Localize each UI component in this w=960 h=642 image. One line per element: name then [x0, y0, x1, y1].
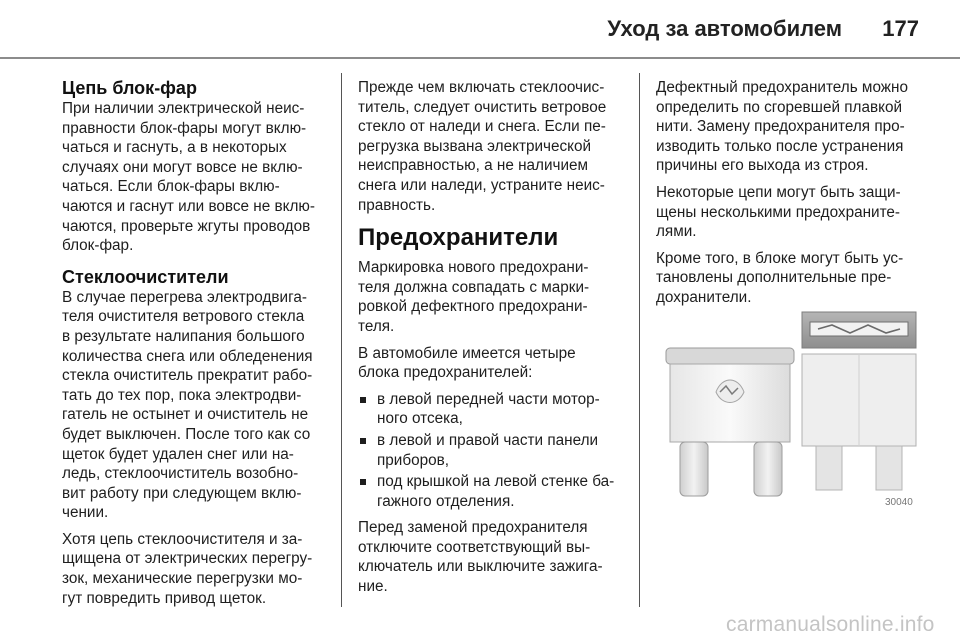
- text-line: стекла очиститель прекратит рабо-: [62, 367, 313, 385]
- bullet-icon: [360, 479, 366, 485]
- text-line: Прежде чем включать стеклоочис-: [358, 79, 605, 96]
- paragraph-additional-fuses: [656, 249, 926, 308]
- page-number: 177: [882, 16, 919, 41]
- text-line: зок, механические перегрузки мо-: [62, 570, 303, 588]
- text-line: регрузка вызвана электрической: [358, 137, 592, 155]
- figure-code: 30040: [885, 497, 913, 508]
- text-line: чаться и гаснуть, а в некоторых: [62, 139, 287, 157]
- text-line: блока предохранителей:: [358, 364, 533, 382]
- fuse-block-list: [358, 390, 630, 512]
- text-line: определить по сгоревшей плавкой: [656, 98, 903, 116]
- paragraph-wipers-protection: [62, 530, 330, 608]
- section-heading-headlamp-circuit: Цепь блок-фар: [62, 78, 197, 98]
- list-item: [358, 390, 630, 429]
- text-line: приборов,: [377, 451, 449, 469]
- section-heading-fuses: Предохранители: [358, 224, 559, 252]
- header-rule: [0, 57, 960, 59]
- text-line: щищена от электрических перегру-: [62, 550, 313, 568]
- text-line: правность.: [358, 196, 436, 214]
- fuse-illustration: [656, 308, 920, 510]
- text-line: дохранители.: [656, 288, 752, 306]
- text-line: гажного отделения.: [377, 492, 515, 510]
- text-line: количества снега или обледенения: [62, 347, 313, 365]
- text-line: тановлены дополнительные пре-: [656, 269, 892, 287]
- text-line: Маркировка нового предохрани-: [358, 259, 589, 277]
- text-line: неисправностью, а не наличием: [358, 157, 589, 175]
- text-line: При наличии электрической неис-: [62, 100, 305, 117]
- paragraph-fuse-marking: [358, 258, 630, 336]
- text-line: теля.: [358, 317, 395, 335]
- paragraph-defective-fuse: [656, 78, 926, 176]
- text-line: титель, следует очистить ветровое: [358, 98, 607, 116]
- text-line: ровкой дефектного предохрани-: [358, 298, 588, 316]
- column-divider-1: [341, 73, 342, 607]
- section-heading-wipers: Стеклоочистители: [62, 266, 229, 287]
- paragraph-multiple-fuses: [656, 183, 926, 242]
- text-line: гут повредить привод щеток.: [62, 589, 267, 607]
- watermark: carmanualsonline.info: [726, 613, 935, 636]
- paragraph-wipers-clear: [358, 78, 630, 215]
- text-line: снега или наледи, устраните неис-: [358, 176, 605, 194]
- text-line: в результате налипания большого: [62, 327, 305, 345]
- text-line: ключатель или выключите зажига-: [358, 558, 603, 576]
- text-line: под крышкой на левой стенке ба-: [377, 473, 615, 491]
- bullet-icon: [360, 397, 366, 403]
- text-line: чении.: [62, 504, 109, 522]
- text-line: чаются и гаснут или вовсе не вклю-: [62, 197, 315, 215]
- paragraph-before-replacing: [358, 518, 630, 596]
- text-line: ледь, стеклоочиститель возобно-: [62, 465, 299, 483]
- column-3: [656, 78, 926, 315]
- page-header: [0, 0, 960, 60]
- text-line: блок-фар.: [62, 237, 134, 255]
- blown-fuse-icon: [666, 348, 794, 496]
- text-line: чаться. Если блок-фары вклю-: [62, 178, 280, 196]
- text-line: Хотя цепь стеклоочистителя и за-: [62, 530, 303, 548]
- text-line: причины его выхода из строя.: [656, 157, 869, 175]
- text-line: будет выключен. После того как со: [62, 425, 311, 443]
- text-line: Некоторые цепи могут быть защи-: [656, 183, 901, 201]
- text-line: вит работу при следующем вклю-: [62, 484, 302, 502]
- text-line: чаются, проверьте жгуты проводов: [62, 217, 311, 235]
- paragraph-fuse-blocks: [358, 344, 630, 383]
- text-line: ние.: [358, 578, 388, 596]
- text-line: теля очистителя ветрового стекла: [62, 308, 305, 326]
- text-line: Перед заменой предохранителя: [358, 519, 588, 537]
- text-line: щены несколькими предохраните-: [656, 203, 901, 221]
- text-line: Дефектный предохранитель можно: [656, 79, 908, 96]
- paragraph-headlamp-circuit: [62, 99, 330, 256]
- text-line: правности блок-фары могут вклю-: [62, 119, 307, 137]
- text-line: теля должна совпадать с марки-: [358, 278, 590, 296]
- text-line: случаях они могут вовсе не вклю-: [62, 158, 303, 176]
- text-line: щеток будет удален снег или на-: [62, 445, 294, 463]
- text-line: лями.: [656, 223, 697, 241]
- column-2: [358, 78, 630, 604]
- good-fuse-icon: [802, 312, 916, 490]
- text-line: В автомобиле имеется четыре: [358, 344, 576, 362]
- text-line: в левой и правой части панели: [377, 431, 599, 449]
- column-1: [62, 78, 330, 615]
- column-divider-2: [639, 73, 640, 607]
- text-line: изводить только после устранения: [656, 137, 904, 155]
- list-item: [358, 431, 630, 470]
- text-line: Кроме того, в блоке могут быть ус-: [656, 249, 904, 267]
- text-line: В случае перегрева электродвига-: [62, 288, 307, 306]
- bullet-icon: [360, 438, 366, 444]
- text-line: нити. Замену предохранителя про-: [656, 118, 905, 136]
- text-line: в левой передней части мотор-: [377, 390, 600, 408]
- page-title: Уход за автомобилем: [607, 16, 842, 41]
- text-line: отключите соответствующий вы-: [358, 538, 591, 556]
- text-line: тать до тех пор, пока электродви-: [62, 386, 302, 404]
- text-line: гатель не остынет и очиститель не: [62, 406, 309, 424]
- text-line: стекло от наледи и снега. Если пе-: [358, 118, 606, 136]
- text-line: ного отсека,: [377, 410, 463, 428]
- paragraph-wipers-overheat: [62, 288, 330, 523]
- list-item: [358, 472, 630, 511]
